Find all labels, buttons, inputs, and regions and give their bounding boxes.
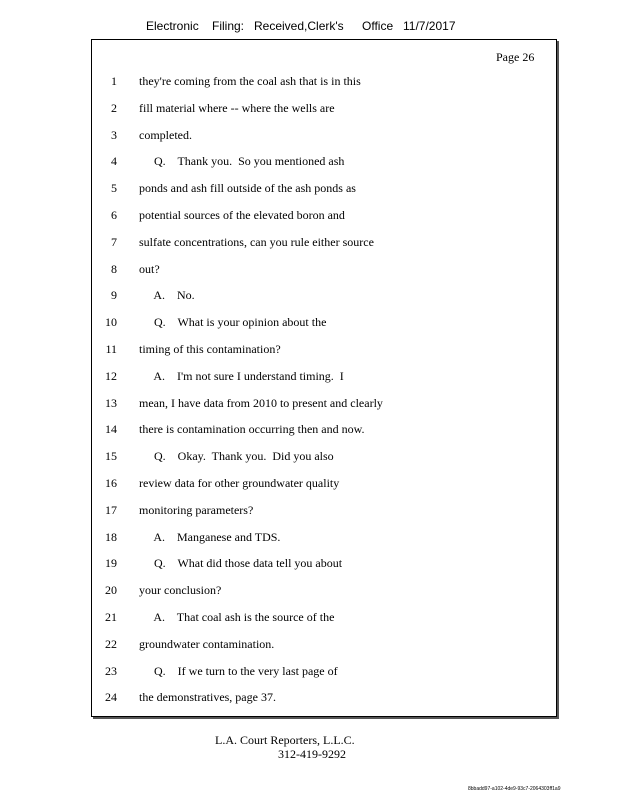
transcript-line-text: the demonstratives, page 37.: [139, 690, 276, 705]
line-number: 15: [105, 449, 117, 464]
line-number: 12: [105, 368, 117, 383]
court-reporter-phone: 312-419-9292: [278, 747, 346, 761]
transcript-line-text: sulfate concentrations, can you rule either source: [139, 234, 374, 249]
line-number: 6: [111, 208, 117, 222]
transcript-line-text: Q. Thank you. So you mentioned ash: [139, 154, 345, 169]
transcript-line-text: A. Manganese and TDS.: [139, 529, 281, 544]
line-number: 7: [111, 234, 117, 249]
line-number: 22: [105, 636, 117, 651]
transcript-line-text: A. That coal ash is the source of the: [139, 610, 335, 624]
line-number: 18: [105, 529, 117, 544]
transcript-line-text: A. No.: [139, 288, 195, 303]
transcript-line-text: A. I'm not sure I understand timing. I: [139, 368, 344, 383]
line-number: 5: [111, 181, 117, 196]
page-number-label: Page 26: [496, 50, 535, 64]
transcript-line-text: Q. If we turn to the very last page of: [139, 663, 338, 678]
line-number: 9: [111, 288, 117, 303]
transcript-line-text: Q. What is your opinion about the: [139, 315, 327, 330]
line-number: 11: [105, 342, 117, 356]
transcript-line-text: they're coming from the coal ash that is in this: [139, 74, 361, 88]
transcript-line-text: completed.: [139, 127, 192, 142]
transcript-line-text: groundwater contamination.: [139, 636, 275, 651]
line-number: 1: [111, 74, 117, 88]
filing-word-electronic: Electronic: [146, 19, 199, 33]
line-number: 16: [105, 476, 117, 490]
transcript-line-text: there is contamination occurring then and now.: [139, 422, 365, 437]
transcript-line-text: monitoring parameters?: [139, 502, 254, 517]
line-number: 20: [105, 583, 117, 598]
transcript-line-text: fill material where -- where the wells are: [139, 100, 335, 115]
line-number: 24: [105, 690, 117, 705]
line-number: 8: [111, 261, 117, 276]
transcript-line-text: Q. What did those data tell you about: [139, 556, 343, 571]
court-reporter-name: L.A. Court Reporters, L.L.C.: [215, 733, 355, 747]
line-number: 2: [111, 100, 117, 115]
transcript-line-text: mean, I have data from 2010 to present and clearly: [139, 395, 383, 410]
filing-date: 11/7/2017: [403, 19, 456, 33]
document-id: 8bbadd97-a102-4de9-93c7-2064303ff1a9: [468, 786, 561, 792]
line-number: 10: [105, 315, 117, 330]
line-number: 17: [105, 502, 117, 517]
filing-word-office: Office: [362, 19, 394, 33]
line-number: 23: [105, 663, 117, 678]
line-number: 4: [111, 154, 117, 169]
transcript-line-text: review data for other groundwater quality: [139, 476, 340, 490]
line-number: 3: [111, 127, 117, 142]
filing-word-received-clerks: Received,Clerk's: [254, 19, 344, 33]
filing-word-filing: Filing:: [212, 19, 245, 33]
line-number: 19: [105, 556, 117, 571]
line-number: 21: [105, 610, 117, 624]
transcript-line-text: out?: [139, 261, 160, 276]
transcript-line-text: Q. Okay. Thank you. Did you also: [139, 449, 334, 464]
transcript-line-text: timing of this contamination?: [139, 342, 281, 356]
line-number: 13: [105, 395, 117, 410]
transcript-line-text: potential sources of the elevated boron and: [139, 208, 345, 222]
line-number: 14: [105, 422, 117, 437]
transcript-line-text: your conclusion?: [139, 583, 222, 598]
transcript-line-text: ponds and ash fill outside of the ash ponds as: [139, 181, 356, 196]
